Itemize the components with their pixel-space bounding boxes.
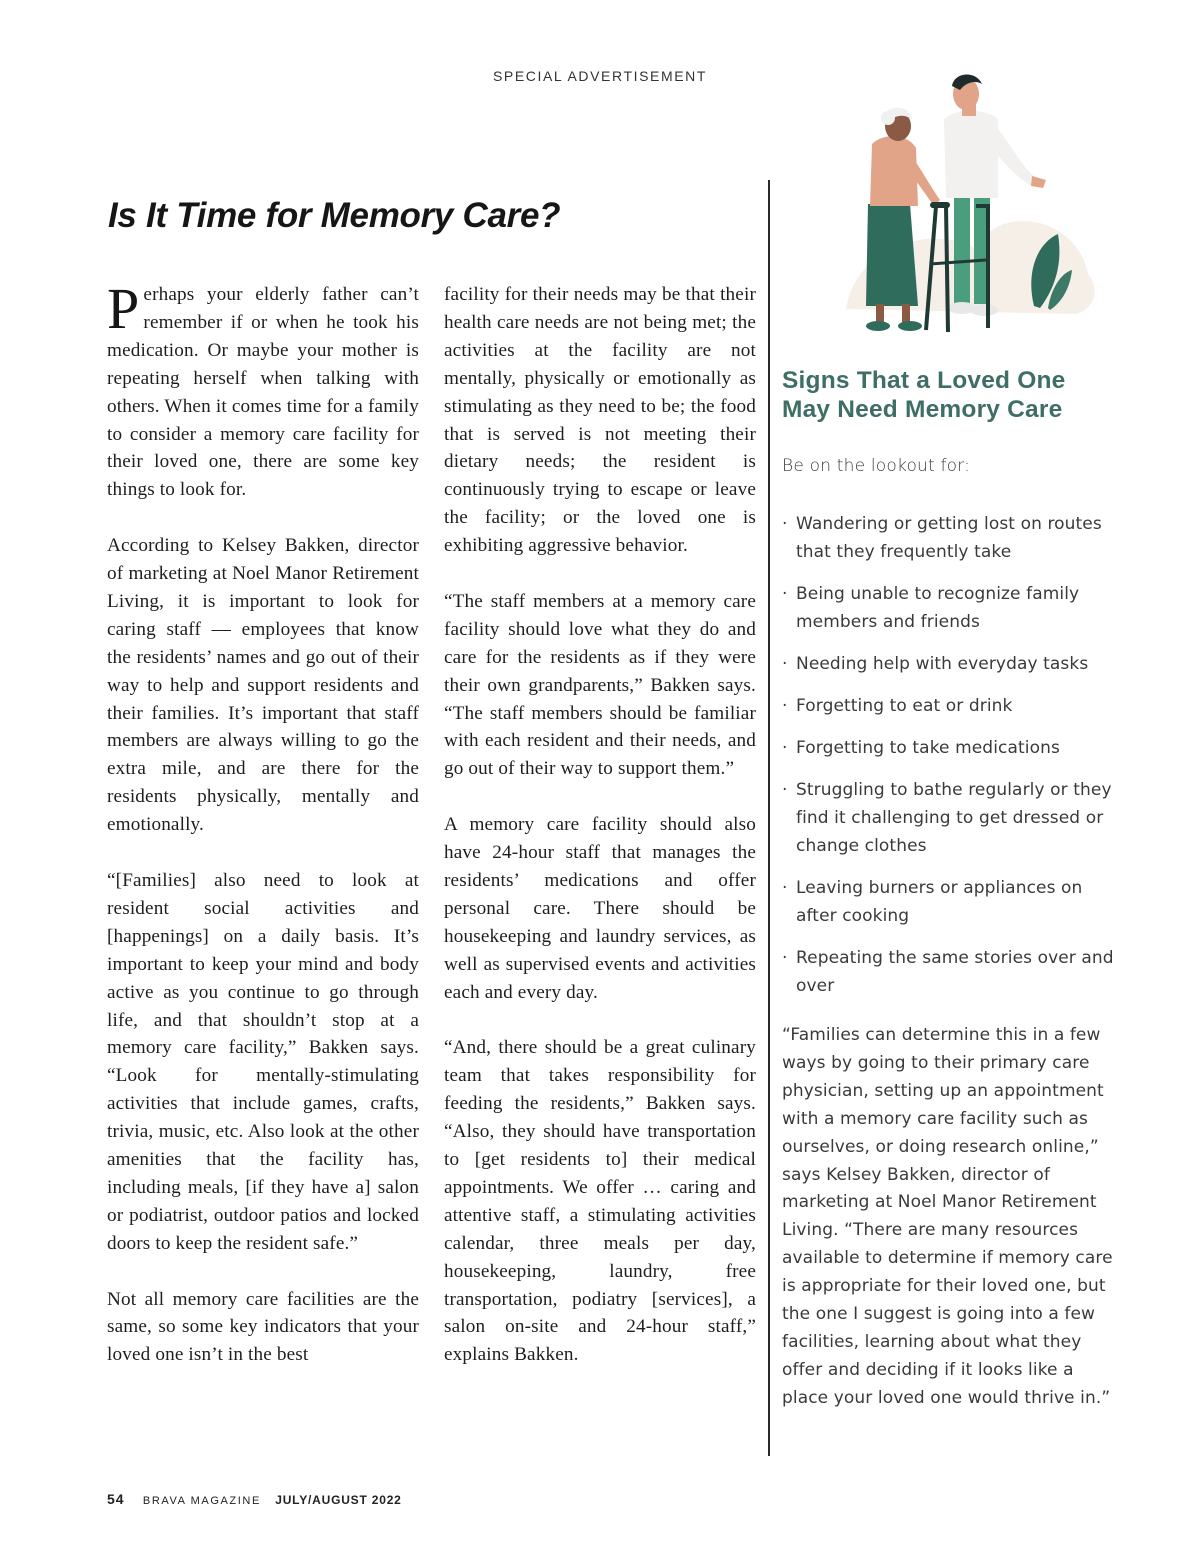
list-item: · Forgetting to take medications — [782, 734, 1122, 762]
issue-date: JULY/AUGUST 2022 — [275, 1493, 402, 1507]
list-item: · Needing help with everyday tasks — [782, 650, 1122, 678]
article-paragraph: A memory care facility should also have 24-hour staff that manages the residents’ medications and offer personal care. There should be housekeeping and laundry services, as well as supervised events and activities each and every day. — [444, 814, 756, 1003]
bullet: · — [782, 654, 788, 674]
memory-care-signs-sidebar — [782, 366, 1122, 1413]
article-paragraph: According to Kelsey Bakken, director of marketing at Noel Manor Retirement Living, it is important to look for caring staff — employees that know the residents’ names and go out of their way to help and support residents and their families. It’s important that staff members are always willing to go the extra mile, and are there for the residents physically, mentally and emotionally. — [107, 535, 419, 836]
bullet: · — [782, 514, 788, 534]
article-column-1 — [107, 276, 419, 1397]
bullet: · — [782, 584, 788, 604]
article-paragraph: Perhaps your elderly father can’t remember if or when he took his medication. Or maybe your mother is repeating herself when talking with others. When it comes time for a family to consider a memory care facility for their loved one, there are some key things to look for. — [107, 276, 419, 501]
article-paragraph: “And, there should be a great culinary team that takes responsibility for feeding the residents,” Bakken says. “Also, they should have transportation to [get residents to] their medical appointments. We offer … caring and attentive staff, a stimulating activities calendar, three meals per day, housekeeping, laundry, free transportation, podiatry [services], a salon on-site and 24-hour staff,” explains Bakken. — [444, 1037, 756, 1366]
bullet: · — [782, 878, 788, 898]
article-paragraph: “[Families] also need to look at resident social activities and [happenings] on a daily basis. It’s important to keep your mind and body active as you continue to go through life, and that shouldn’t stop at a memory care facility,” Bakken says. “Look for mentally-stimulating activities that include games, crafts, trivia, music, etc. Also look at the other amenities that the facility has, including meals, [if they have a] salon or podiatrist, outdoor patios and locked doors to keep the resident safe.” — [107, 870, 419, 1254]
article-paragraph: “The staff members at a memory care facility should love what they do and care for the residents as if they were their own grandparents,” Bakken says. “The staff members should be familiar with each resident and their needs, and go out of their way to support them.” — [444, 590, 756, 780]
column-divider — [768, 180, 770, 1456]
magazine-name: BRAVA MAGAZINE — [142, 1495, 261, 1507]
page-number: 54 — [107, 1491, 125, 1507]
list-item: · Forgetting to eat or drink — [782, 692, 1122, 720]
article-column-2 — [444, 281, 756, 1397]
bullet: · — [782, 738, 788, 758]
page-footer — [107, 1491, 402, 1507]
list-item: · Leaving burners or appliances on after cooking — [782, 874, 1122, 930]
caregiver-walker-illustration — [826, 74, 1116, 344]
sidebar-title: Signs That a Loved One May Need Memory Care — [782, 367, 1066, 423]
bullet: · — [782, 948, 788, 968]
list-item: · Being unable to recognize family members and friends — [782, 580, 1122, 636]
drop-cap: P — [107, 276, 140, 341]
special-advertisement-label: SPECIAL ADVERTISEMENT — [492, 68, 708, 84]
bullet: · — [782, 696, 788, 716]
list-item: · Wandering or getting lost on routes that they frequently take — [782, 510, 1122, 566]
list-item: · Repeating the same stories over and over — [782, 944, 1122, 1000]
sidebar-intro: Be on the lookout for: — [782, 456, 971, 476]
article-paragraph: Not all memory care facilities are the same, so some key indicators that your loved one isn’t in the best — [107, 1288, 419, 1366]
bullet: · — [782, 780, 788, 800]
sidebar-quote: “Families can determine this in a few ways by going to their primary care physician, setting up an appointment with a memory care facility such as ourselves, or doing research online,” says Kelsey Bakken, director of marketing at Noel Manor Retirement Living. “There are many resources available to determine if memory care is appropriate for their loved one, but the one I suggest is going into a few facilities, learning about what they offer and deciding if it looks like a place your loved one would thrive in.” — [782, 1025, 1113, 1408]
signs-list — [782, 510, 1122, 1000]
article-title: Is It Time for Memory Care? — [108, 196, 561, 235]
list-item: · Struggling to bathe regularly or they find it challenging to get dressed or change clothes — [782, 776, 1122, 860]
article-paragraph: facility for their needs may be that their health care needs are not being met; the activities at the facility are not mentally, physically or emotionally as stimulating as they need to be; the food that is served is not meeting their dietary needs; the resident is continuously trying to escape or leave the facility; or the loved one is exhibiting aggressive behavior. — [444, 284, 756, 557]
